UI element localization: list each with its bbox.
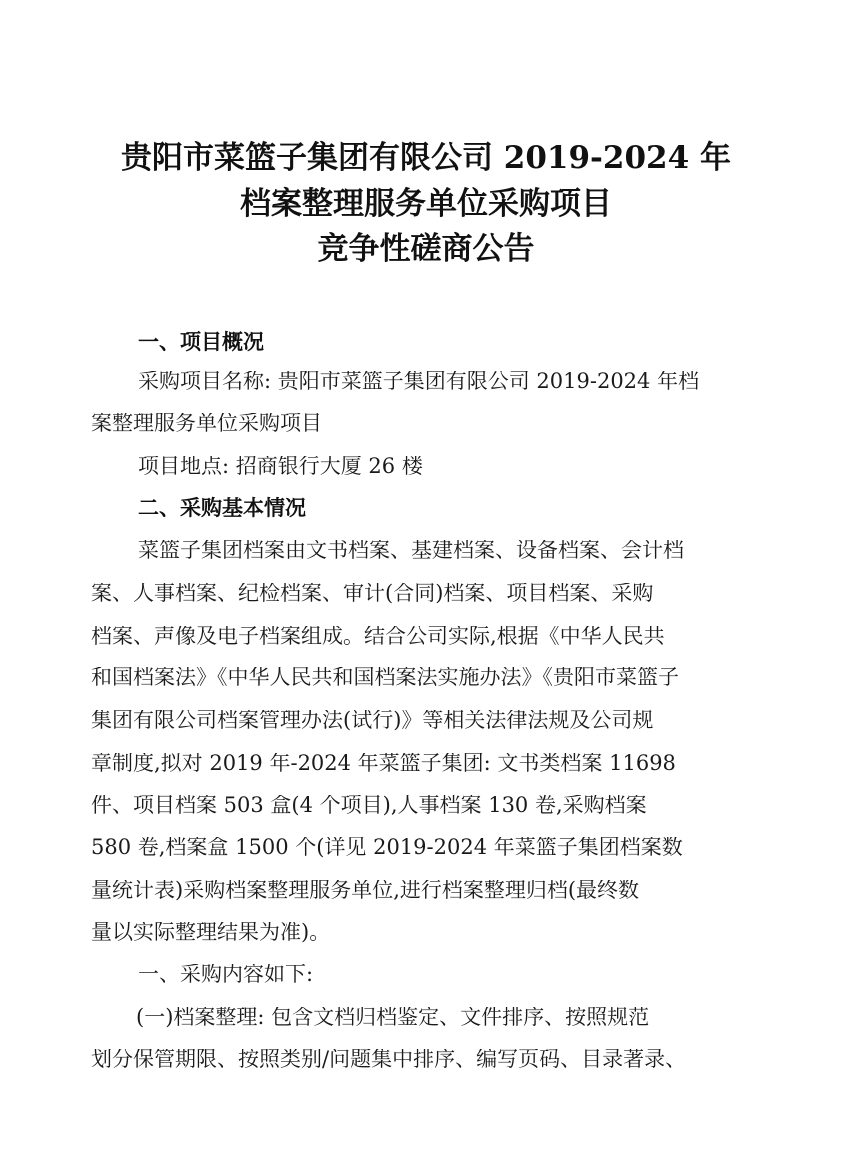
paragraph-line: 档案、声像及电子档案组成。结合公司实际,根据《中华人民共 [91, 626, 665, 647]
section-3-heading: 一、采购内容如下: [138, 964, 314, 985]
paragraph-line: 划分保管期限、按照类别/问题集中排序、编写页码、目录著录、 [91, 1049, 687, 1070]
paragraph-line: 580 卷,档案盒 1500 个(详见 2019-2024 年菜篮子集团档案数 [91, 837, 683, 858]
section-2-heading: 二、采购基本情况 [138, 496, 306, 520]
paragraph-line: 项目地点: 招商银行大厦 26 楼 [138, 456, 423, 477]
section-1-heading: 一、项目概况 [138, 330, 264, 354]
paragraph-line: 采购项目名称: 贵阳市菜篮子集团有限公司 2019-2024 年档 [138, 371, 700, 392]
paragraph-line: 案整理服务单位采购项目 [91, 413, 322, 434]
paragraph-line: 案、人事档案、纪检档案、审计(合同)档案、项目档案、采购 [91, 583, 654, 604]
paragraph-line: 件、项目档案 503 盒(4 个项目),人事档案 130 卷,采购档案 [91, 795, 647, 816]
paragraph-line: 章制度,拟对 2019 年-2024 年菜篮子集团: 文书类档案 11698 [91, 753, 676, 774]
document-title-line-3: 竞争性磋商公告 [317, 231, 535, 267]
paragraph-line: (一)档案整理: 包含文档归档鉴定、文件排序、按照规范 [136, 1007, 650, 1028]
document-title-line-1: 贵阳市菜篮子集团有限公司 2019-2024 年 [120, 140, 731, 176]
paragraph-line: 和国档案法》《中华人民共和国档案法实施办法》《贵阳市菜篮子 [91, 667, 679, 688]
paragraph-line: 集团有限公司档案管理办法(试行)》等相关法律法规及公司规 [91, 710, 654, 731]
document-title-line-2: 档案整理服务单位采购项目 [240, 186, 612, 222]
paragraph-line: 菜篮子集团档案由文书档案、基建档案、设备档案、会计档 [138, 540, 684, 561]
paragraph-line: 量统计表)采购档案整理服务单位,进行档案整理归档(最终数 [91, 880, 640, 901]
paragraph-line: 量以实际整理结果为准)。 [91, 922, 331, 943]
